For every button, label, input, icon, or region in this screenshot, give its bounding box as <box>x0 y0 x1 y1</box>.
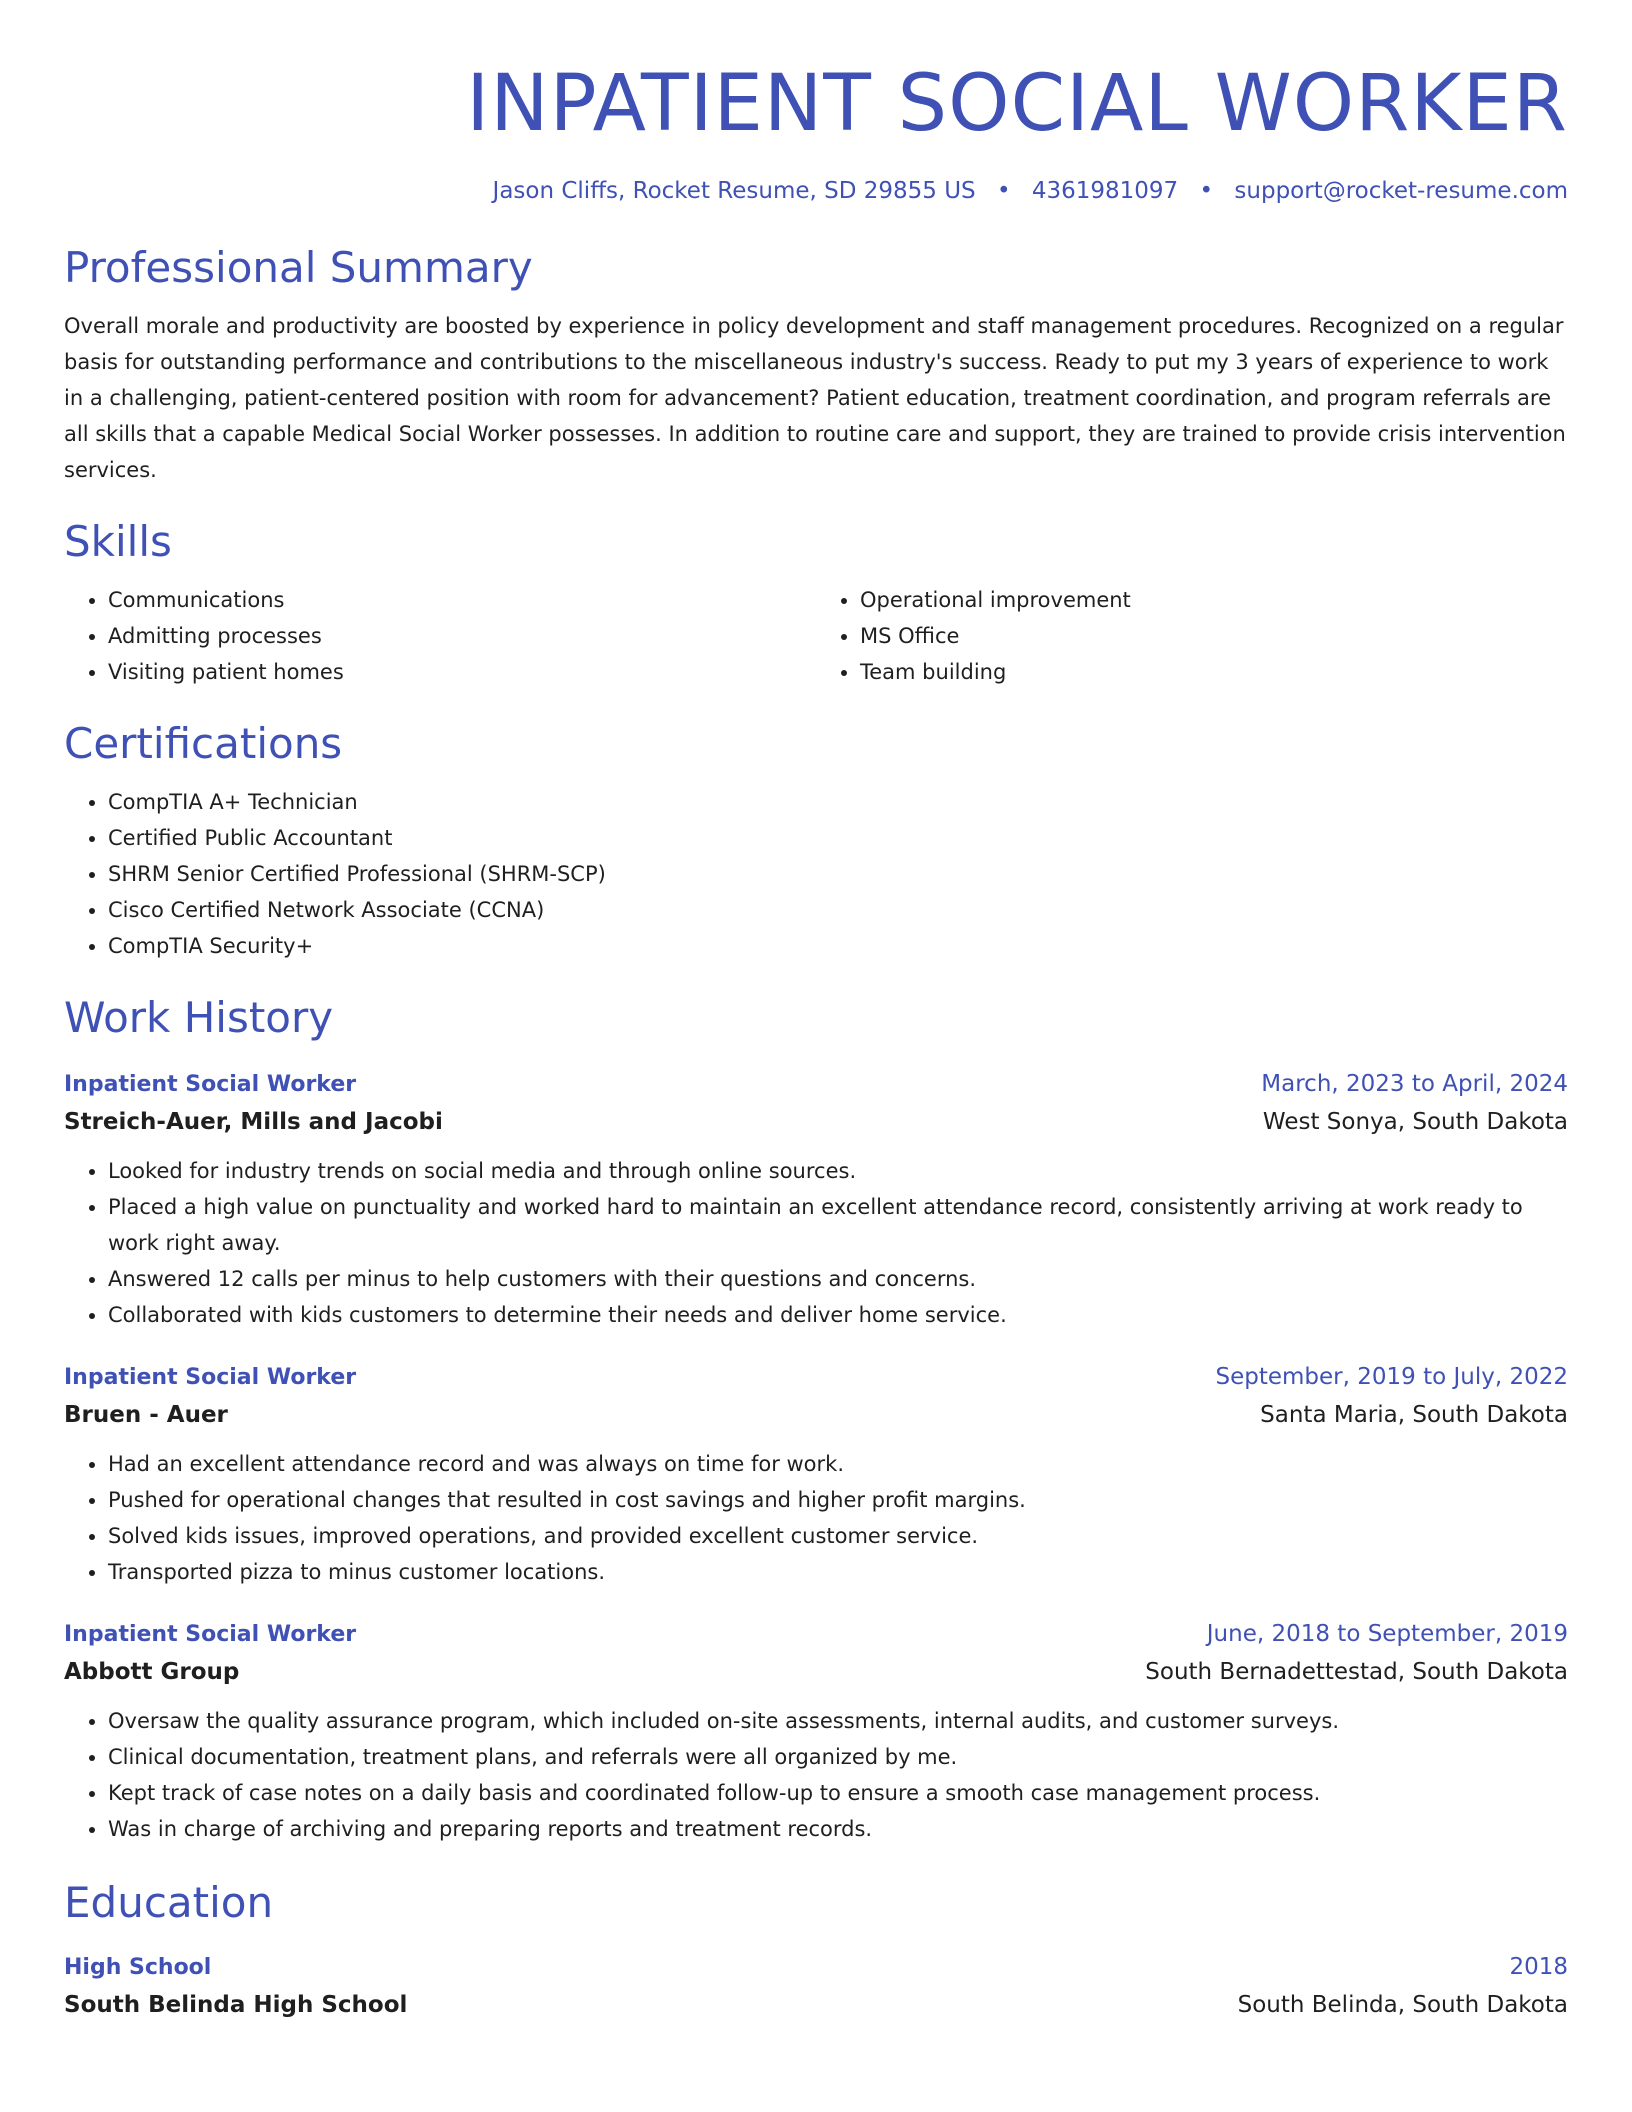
job-company-row <box>64 1396 1568 1434</box>
certifications-section <box>64 718 1568 964</box>
certifications-list <box>64 784 1568 964</box>
job-title: Inpatient Social Worker <box>64 1622 357 1647</box>
education-header-row <box>64 1949 1568 1986</box>
contact-separator: • <box>996 178 1011 204</box>
skills-list-left <box>64 582 816 690</box>
certifications-heading: Certifications <box>64 719 343 768</box>
job-entry <box>64 1066 1568 1333</box>
education-degree: High School <box>64 1955 212 1980</box>
job-bullet: • Transported pizza to minus customer locations. <box>108 1554 1568 1590</box>
job-location: South Bernadettestad, South Dakota <box>1145 1659 1568 1685</box>
education-school-row <box>64 1986 1568 2024</box>
job-title: Inpatient Social Worker <box>64 1365 357 1390</box>
contact-phone: 4361981097 <box>1031 178 1179 204</box>
job-bullet: • Oversaw the quality assurance program, which included on-site assessments, internal audits, and customer surveys. <box>108 1703 1568 1739</box>
job-title: Inpatient Social Worker <box>64 1072 357 1097</box>
job-dates: September, 2019 to July, 2022 <box>1215 1364 1568 1390</box>
education-heading: Education <box>64 1878 274 1927</box>
skill-item: • Operational improvement <box>860 582 1568 618</box>
job-entry <box>64 1616 1568 1847</box>
job-bullet: • Placed a high value on punctuality and worked hard to maintain an excellent attendance record, consistently arriving at work ready to work right away. <box>108 1189 1568 1261</box>
skills-list-right <box>816 582 1568 690</box>
job-header-row <box>64 1359 1568 1396</box>
job-company: Streich-Auer, Mills and Jacobi <box>64 1109 443 1135</box>
job-company-row <box>64 1653 1568 1691</box>
contact-line <box>64 176 1568 206</box>
summary-heading: Professional Summary <box>64 243 533 292</box>
job-entry <box>64 1359 1568 1590</box>
job-header-row <box>64 1616 1568 1653</box>
job-company-row <box>64 1103 1568 1141</box>
certification-item: • CompTIA Security+ <box>108 928 1568 964</box>
certification-item: • Certified Public Accountant <box>108 820 1568 856</box>
skills-heading: Skills <box>64 517 172 566</box>
skill-item: • Team building <box>860 654 1568 690</box>
education-school: South Belinda High School <box>64 1992 408 2018</box>
certification-item: • CompTIA A+ Technician <box>108 784 1568 820</box>
job-dates: March, 2023 to April, 2024 <box>1261 1071 1568 1097</box>
skill-item: • Communications <box>108 582 816 618</box>
job-bullet: • Solved kids issues, improved operations, and provided excellent customer service. <box>108 1518 1568 1554</box>
job-company: Abbott Group <box>64 1659 240 1685</box>
job-company: Bruen - Auer <box>64 1402 228 1428</box>
job-header-row <box>64 1066 1568 1103</box>
job-bullet: • Kept track of case notes on a daily basis and coordinated follow-up to ensure a smooth case management process. <box>108 1775 1568 1811</box>
education-entry <box>64 1949 1568 2024</box>
job-bullets <box>64 1703 1568 1847</box>
education-section <box>64 1877 1568 2024</box>
summary-section <box>64 242 1568 488</box>
skills-section <box>64 516 1568 690</box>
contact-separator: • <box>1199 178 1214 204</box>
job-bullet: • Answered 12 calls per minus to help customers with their questions and concerns. <box>108 1261 1568 1297</box>
contact-email: support@rocket-resume.com <box>1234 178 1568 204</box>
work-history-section <box>64 992 1568 1847</box>
job-dates: June, 2018 to September, 2019 <box>1206 1621 1568 1647</box>
skills-grid <box>64 582 1568 690</box>
job-bullets <box>64 1446 1568 1590</box>
summary-text: Overall morale and productivity are boosted by experience in policy development and staff management procedures. Recognized on a regular basis for outstanding performance and contributions to the miscellaneous industry's success. Ready to put my 3 years of experience to work in a challenging, patient-centered position with room for advancement? Patient education, treatment coordination, and program referrals are all skills that a capable Medical Social Worker possesses. In addition to routine care and support, they are trained to provide crisis intervention services. <box>64 314 1566 482</box>
education-year: 2018 <box>1509 1954 1568 1980</box>
job-bullet: • Looked for industry trends on social media and through online sources. <box>108 1153 1568 1189</box>
certification-item: • SHRM Senior Certified Professional (SHRM-SCP) <box>108 856 1568 892</box>
education-location: South Belinda, South Dakota <box>1237 1992 1568 2018</box>
job-bullet: • Was in charge of archiving and preparing reports and treatment records. <box>108 1811 1568 1847</box>
contact-address: Jason Cliffs, Rocket Resume, SD 29855 US <box>492 178 976 204</box>
certification-item: • Cisco Certified Network Associate (CCNA) <box>108 892 1568 928</box>
skill-item: • Visiting patient homes <box>108 654 816 690</box>
job-bullet: • Collaborated with kids customers to determine their needs and deliver home service. <box>108 1297 1568 1333</box>
resume-title: INPATIENT SOCIAL WORKER <box>466 59 1568 149</box>
skill-item: • MS Office <box>860 618 1568 654</box>
job-bullet: • Clinical documentation, treatment plans, and referrals were all organized by me. <box>108 1739 1568 1775</box>
job-bullets <box>64 1153 1568 1333</box>
job-bullet: • Had an excellent attendance record and was always on time for work. <box>108 1446 1568 1482</box>
job-bullet: • Pushed for operational changes that resulted in cost savings and higher profit margins. <box>108 1482 1568 1518</box>
skill-item: • Admitting processes <box>108 618 816 654</box>
job-location: Santa Maria, South Dakota <box>1260 1402 1568 1428</box>
resume-header <box>64 0 1568 206</box>
job-location: West Sonya, South Dakota <box>1262 1109 1568 1135</box>
work-history-heading: Work History <box>64 993 334 1042</box>
